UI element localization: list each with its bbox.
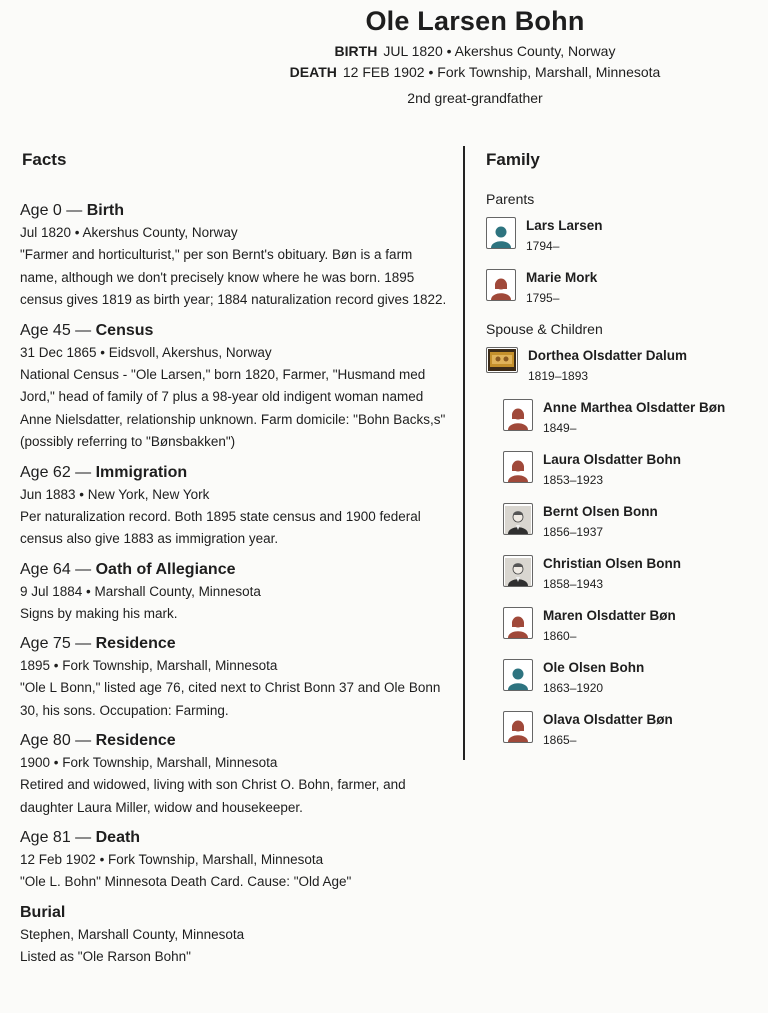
person-info — [543, 659, 644, 697]
family-section — [486, 150, 766, 763]
female-silhouette-icon[interactable] — [503, 451, 533, 483]
person-header — [240, 6, 710, 106]
person-dates: 1865– — [543, 733, 577, 747]
fact-title — [20, 559, 450, 581]
person-name-link[interactable]: Marie Mork — [526, 270, 598, 285]
fact-date-place: Stephen, Marshall County, Minnesota — [20, 926, 245, 942]
fact-title — [20, 462, 450, 484]
portrait-photo-icon[interactable] — [503, 503, 533, 535]
person-dates: 1819–1893 — [528, 369, 589, 383]
family-heading: Family — [486, 150, 540, 169]
fact-entry — [20, 559, 450, 626]
person-name-link[interactable]: Christian Olsen Bonn — [543, 556, 682, 571]
person-dates: 1795– — [526, 291, 560, 305]
female-silhouette-icon[interactable] — [503, 399, 533, 431]
person-dates: 1856–1937 — [543, 525, 604, 539]
fact-age: Age 0 — — [20, 202, 87, 219]
birth-label: BIRTH — [334, 43, 378, 59]
fact-entry — [20, 902, 450, 969]
person-name-link[interactable]: Maren Olsdatter Bøn — [543, 608, 676, 623]
person-dates: 1849– — [543, 421, 577, 435]
fact-note: Retired and widowed, living with son Christ O. Bohn, farmer, and daughter Laura Miller, widow and housekeeper. — [20, 777, 406, 815]
fact-type: Oath of Allegiance — [95, 560, 236, 578]
person-row[interactable] — [486, 269, 766, 307]
fact-date-place: 12 Feb 1902 • Fork Township, Marshall, Minnesota — [20, 852, 324, 867]
fact-date-place: 1895 • Fork Township, Marshall, Minnesota — [20, 658, 278, 673]
person-info — [543, 503, 658, 541]
person-row[interactable] — [503, 555, 766, 593]
fact-type: Death — [95, 829, 141, 846]
person-name-link[interactable]: Anne Marthea Olsdatter Bøn — [543, 400, 726, 415]
column-divider — [463, 146, 465, 760]
birth-line — [240, 41, 710, 62]
person-name-link[interactable]: Ole Olsen Bohn — [543, 660, 645, 675]
fact-title — [20, 730, 450, 752]
person-info — [543, 607, 676, 645]
fact-type: Residence — [95, 635, 176, 652]
fact-date-place: 1900 • Fork Township, Marshall, Minnesota — [20, 755, 278, 770]
person-dates: 1860– — [543, 629, 577, 643]
fact-entry — [20, 633, 450, 722]
fact-note: "Ole L Bonn," listed age 76, cited next to Christ Bonn 37 and Ole Bonn 30, his sons. Occupation: Farming. — [20, 680, 441, 718]
fact-entry — [20, 827, 450, 894]
fact-date-place: Jun 1883 • New York, New York — [20, 486, 210, 502]
fact-note: Signs by making his mark. — [20, 605, 178, 621]
fact-type: Burial — [20, 903, 66, 921]
fact-age: Age 81 — — [20, 829, 96, 846]
person-dates: 1853–1923 — [543, 473, 604, 487]
person-info — [543, 451, 681, 489]
fact-title — [20, 827, 450, 849]
portrait-photo-icon[interactable] — [503, 555, 533, 587]
fact-date-place: Jul 1820 • Akershus County, Norway — [20, 225, 238, 240]
person-name: Ole Larsen Bohn — [365, 6, 585, 36]
fact-entry — [20, 730, 450, 819]
person-dates: 1794– — [526, 239, 560, 253]
person-row[interactable] — [503, 711, 766, 749]
person-info — [526, 269, 597, 307]
person-info — [526, 217, 603, 255]
female-silhouette-icon[interactable] — [503, 607, 533, 639]
person-row[interactable] — [503, 399, 766, 437]
children-list — [486, 399, 766, 749]
person-info — [543, 555, 681, 593]
fact-date-place: 31 Dec 1865 • Eidsvoll, Akershus, Norway — [20, 344, 272, 360]
fact-type: Birth — [86, 202, 125, 219]
fact-type: Immigration — [95, 463, 188, 481]
person-row[interactable] — [486, 347, 766, 385]
male-silhouette-icon[interactable] — [503, 659, 533, 691]
person-dates: 1863–1920 — [543, 681, 604, 695]
person-row[interactable] — [503, 659, 766, 697]
person-row[interactable] — [503, 503, 766, 541]
person-info — [543, 711, 673, 749]
person-row[interactable] — [503, 451, 766, 489]
fact-age: Age 75 — — [20, 635, 96, 652]
person-info — [528, 347, 687, 385]
person-dates: 1858–1943 — [543, 577, 604, 591]
spouse-children-label: Spouse & Children — [486, 321, 603, 337]
death-line — [240, 62, 710, 83]
relationship-label: 2nd great-grandfather — [407, 90, 543, 106]
female-silhouette-icon[interactable] — [503, 711, 533, 743]
facts-list — [20, 200, 450, 968]
person-name-link[interactable]: Bernt Olsen Bonn — [543, 504, 658, 519]
facts-heading: Facts — [22, 150, 67, 169]
fact-title — [20, 633, 450, 655]
fact-note: Per naturalization record. Both 1895 state census and 1900 federal census also give 1883 as immigration year. — [20, 508, 421, 546]
fact-type: Census — [95, 321, 154, 339]
fact-age: Age 45 — — [20, 321, 96, 339]
birth-value: JUL 1820 • Akershus County, Norway — [383, 43, 616, 59]
female-silhouette-icon[interactable] — [486, 269, 516, 301]
spouse-slot — [486, 347, 766, 385]
death-label: DEATH — [289, 64, 337, 80]
person-row[interactable] — [486, 217, 766, 255]
person-name-link[interactable]: Dorthea Olsdatter Dalum — [528, 348, 688, 363]
fact-note: "Farmer and horticulturist," per son Bernt's obituary. Bøn is a farm name, although we don't precisely know where he was born. 1895 census gives 1819 as birth year; 1884 naturalization record gives 1822. — [20, 247, 447, 307]
facts-section — [20, 150, 450, 976]
fact-age: Age 64 — — [20, 560, 96, 578]
person-row[interactable] — [503, 607, 766, 645]
parents-label: Parents — [486, 191, 535, 207]
fact-note: Listed as "Ole Rarson Bohn" — [20, 948, 191, 964]
fact-title — [20, 200, 450, 222]
person-name-link[interactable]: Olava Olsdatter Bøn — [543, 712, 673, 727]
fact-age: Age 62 — — [20, 463, 96, 481]
fact-entry — [20, 200, 450, 312]
fact-title — [20, 320, 450, 342]
male-silhouette-icon[interactable] — [486, 217, 516, 249]
fact-title — [20, 902, 450, 924]
photo-thumbnail-icon[interactable] — [486, 347, 518, 373]
parents-list — [486, 217, 766, 307]
person-name-link[interactable]: Laura Olsdatter Bohn — [543, 452, 682, 467]
fact-note: "Ole L. Bohn" Minnesota Death Card. Cause: "Old Age" — [20, 874, 352, 889]
fact-type: Residence — [95, 732, 176, 749]
fact-entry — [20, 462, 450, 551]
death-value: 12 FEB 1902 • Fork Township, Marshall, Minnesota — [342, 64, 661, 80]
fact-note: National Census - "Ole Larsen," born 1820, Farmer, "Husmand med Jord," head of family of 7 plus a 98-year old indigent woman named Anne Nielsdatter, relationship unknown. Farm domicile: "Bohn Backs,s" (possibly referring to "Bønsbakken") — [20, 366, 446, 449]
fact-entry — [20, 320, 450, 454]
person-info — [543, 399, 725, 437]
fact-age: Age 80 — — [20, 732, 96, 749]
person-name-link[interactable]: Lars Larsen — [526, 218, 603, 233]
fact-date-place: 9 Jul 1884 • Marshall County, Minnesota — [20, 583, 261, 599]
